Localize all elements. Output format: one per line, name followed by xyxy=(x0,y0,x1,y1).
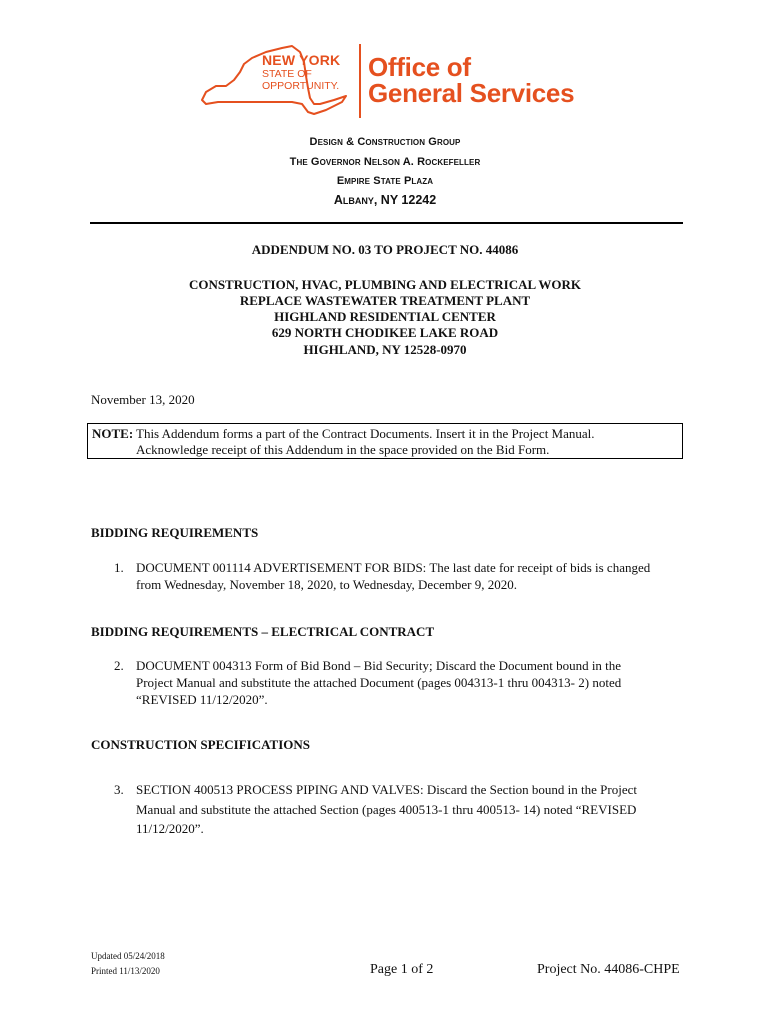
item-3-line-3: 11/12/2020”. xyxy=(136,821,204,836)
item-2-line-2: Project Manual and substitute the attached Document (pages 004313-1 thru 004313- 2) noted xyxy=(136,675,622,690)
ogs-wordmark xyxy=(368,54,574,106)
item-number-3: 3. xyxy=(114,782,124,797)
ny-state-wordmark xyxy=(262,54,340,92)
item-number-1: 1. xyxy=(114,560,124,575)
letterhead-line4: Albany, NY 12242 xyxy=(333,193,437,207)
document-date: November 13, 2020 xyxy=(91,392,195,407)
section-heading-construction-specifications: CONSTRUCTION SPECIFICATIONS xyxy=(91,737,310,752)
item-3-line-1: SECTION 400513 PROCESS PIPING AND VALVES: Discard the Section bound in the Project xyxy=(136,782,637,797)
note-box xyxy=(87,423,683,459)
item-1-line-1: DOCUMENT 001114 ADVERTISEMENT FOR BIDS: The last date for receipt of bids is changed xyxy=(136,560,651,575)
item-2-line-3: “REVISED 11/12/2020”. xyxy=(136,692,268,707)
note-line-2: Acknowledge receipt of this Addendum in the space provided on the Bid Form. xyxy=(136,442,550,457)
letterhead-line1: Design & Construction Group xyxy=(309,136,461,148)
logo-divider xyxy=(359,44,361,118)
project-line-5: HIGHLAND, NY 12528-0970 xyxy=(303,342,467,357)
ny-wordmark-line2: STATE OF xyxy=(262,68,312,80)
ogs-wordmark-line2: General Services xyxy=(368,78,575,108)
ogs-wordmark-line1: Office of xyxy=(368,52,471,82)
note-text xyxy=(136,426,679,458)
project-line-2: REPLACE WASTEWATER TREATMENT PLANT xyxy=(239,293,531,308)
section-heading-bidding-requirements: BIDDING REQUIREMENTS xyxy=(91,525,259,540)
footer-printed: Printed 11/13/2020 xyxy=(91,966,160,976)
section-heading-electrical-contract: BIDDING REQUIREMENTS – ELECTRICAL CONTRACT xyxy=(91,624,435,639)
footer-updated: Updated 05/24/2018 xyxy=(91,951,165,961)
footer-page-number: Page 1 of 2 xyxy=(370,962,434,977)
addendum-title: ADDENDUM NO. 03 TO PROJECT NO. 44086 xyxy=(251,242,519,257)
note-line-1: This Addendum forms a part of the Contract Documents. Insert it in the Project Manual. xyxy=(136,426,595,441)
ogs-logo xyxy=(196,40,586,122)
project-line-4: 629 NORTH CHODIKEE LAKE ROAD xyxy=(271,325,499,340)
item-3-line-2: Manual and substitute the attached Section (pages 400513-1 thru 400513- 14) noted “REVISED xyxy=(136,802,637,817)
letterhead-line2: The Governor Nelson A. Rockefeller xyxy=(289,156,481,168)
item-2-line-1: DOCUMENT 004313 Form of Bid Bond – Bid Security; Discard the Document bound in the xyxy=(136,658,622,673)
letterhead-line3: Empire State Plaza xyxy=(336,175,434,187)
ny-wordmark-line3: OPPORTUNITY. xyxy=(262,80,340,92)
ny-wordmark-line1: NEW YORK xyxy=(262,52,341,68)
item-1-line-2: from Wednesday, November 18, 2020, to Wednesday, December 9, 2020. xyxy=(136,577,517,592)
project-line-3: HIGHLAND RESIDENTIAL CENTER xyxy=(274,309,496,324)
item-number-2: 2. xyxy=(114,658,124,673)
note-label: NOTE: xyxy=(92,426,134,441)
project-line-1: CONSTRUCTION, HVAC, PLUMBING AND ELECTRICAL WORK xyxy=(188,277,582,292)
footer-project-number: Project No. 44086-CHPE xyxy=(537,962,680,977)
letterhead-divider xyxy=(90,222,683,224)
